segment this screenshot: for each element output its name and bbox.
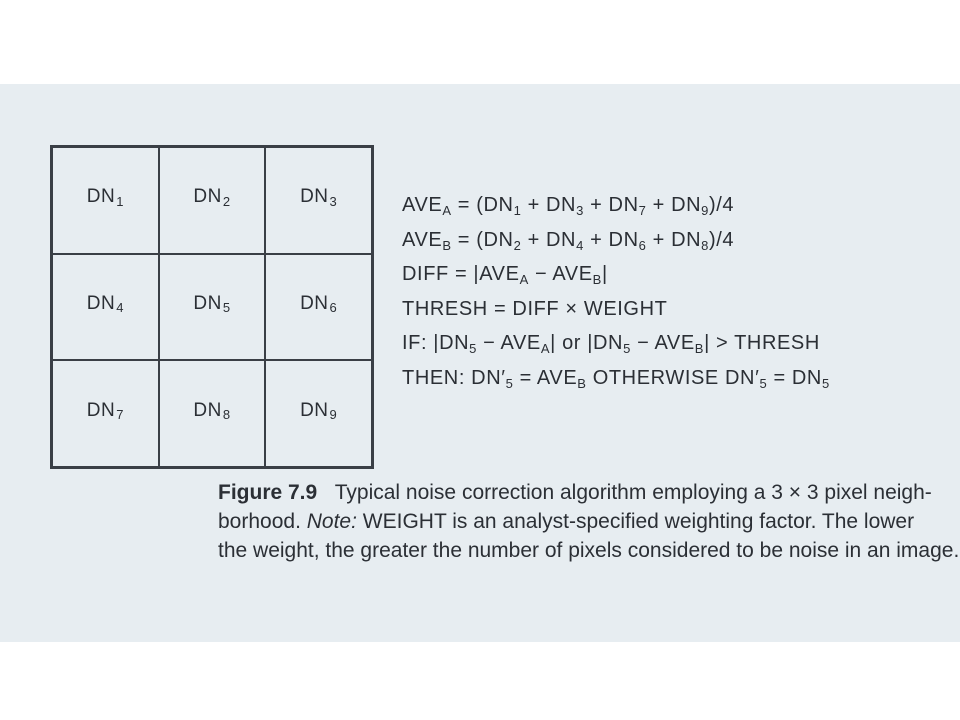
equation-subscript: B xyxy=(592,272,602,287)
grid-cell xyxy=(159,360,266,467)
cell-base: DN xyxy=(300,186,329,208)
equation-line xyxy=(402,188,922,223)
equation-subscript: 5 xyxy=(821,375,830,391)
equation-line xyxy=(402,361,922,396)
equation-text: )/4 xyxy=(709,228,735,251)
equation-subscript: 5 xyxy=(469,341,478,356)
equation-text: + DN xyxy=(583,194,639,216)
equation-text: + DN xyxy=(521,194,577,216)
cell-subscript: 4 xyxy=(116,300,124,316)
cell-subscript: 5 xyxy=(222,300,231,316)
cell-base: DN xyxy=(193,292,222,314)
cell-base: DN xyxy=(300,292,329,314)
cell-subscript: 9 xyxy=(329,407,338,423)
cell-base: DN xyxy=(86,399,116,421)
equation-text: OTHERWISE DN′ xyxy=(586,366,760,389)
equation-text: = DN xyxy=(767,366,822,389)
figure-label: Figure 7.9 xyxy=(218,481,318,504)
equation-subscript: 9 xyxy=(701,203,710,218)
equation-subscript: A xyxy=(442,203,452,218)
equation-text: − AVE xyxy=(477,332,541,354)
caption-text: borhood. xyxy=(218,510,301,533)
cell-base: DN xyxy=(193,399,222,421)
cell-base: DN xyxy=(86,186,116,208)
grid-cell xyxy=(265,254,372,361)
equation-text: | xyxy=(601,263,608,285)
equation-subscript: 7 xyxy=(638,203,647,218)
grid-cell xyxy=(52,360,159,467)
caption-line-2 xyxy=(218,507,915,536)
equation-text: = (DN xyxy=(451,228,514,251)
cell-subscript: 2 xyxy=(222,193,231,209)
cell-subscript: 6 xyxy=(329,300,338,316)
equation-text: DIFF = |AVE xyxy=(402,263,520,285)
equation-line xyxy=(402,223,922,258)
cell-base: DN xyxy=(300,399,329,421)
equation-text: THRESH = DIFF × WEIGHT xyxy=(402,297,668,320)
equation-text: + DN xyxy=(646,194,702,216)
caption-text: the weight, the greater the number of pixels considered to be noise in an image. xyxy=(218,539,960,562)
equation-subscript: B xyxy=(577,375,587,391)
equation-subscript: B xyxy=(442,237,452,253)
equation-text: = AVE xyxy=(513,366,578,389)
cell-base: DN xyxy=(86,292,116,314)
cell-subscript: 3 xyxy=(329,193,338,209)
equation-subscript: 4 xyxy=(576,237,584,253)
cell-subscript: 8 xyxy=(222,407,231,423)
equation-text: )/4 xyxy=(709,194,735,216)
figure-caption xyxy=(218,478,960,565)
equation-subscript: 3 xyxy=(576,203,584,218)
equation-subscript: A xyxy=(540,341,551,356)
pixel-neighborhood-grid xyxy=(50,145,374,469)
algorithm-equations xyxy=(402,188,922,395)
grid-cell xyxy=(265,147,372,254)
equation-line xyxy=(402,326,922,361)
cell-subscript: 7 xyxy=(116,407,124,423)
equation-text: + DN xyxy=(521,228,577,251)
equation-text: + DN xyxy=(583,228,639,251)
equation-text: − AVE xyxy=(630,332,695,354)
caption-line-3 xyxy=(218,536,960,565)
equation-subscript: 5 xyxy=(623,341,631,356)
equation-subscript: B xyxy=(694,341,705,356)
equation-text: | > THRESH xyxy=(704,332,820,354)
equation-subscript: 1 xyxy=(513,203,522,218)
equation-text: + DN xyxy=(646,228,702,251)
equation-subscript: A xyxy=(519,272,529,287)
equation-subscript: 2 xyxy=(513,237,522,253)
note-label: Note: xyxy=(306,510,357,533)
equation-subscript: 5 xyxy=(505,375,514,391)
grid-cell xyxy=(52,254,159,361)
caption-text: WEIGHT is an analyst-specified weighting factor. The lower xyxy=(362,510,915,533)
equation-line xyxy=(402,292,922,327)
grid-cell xyxy=(159,254,266,361)
equation-text: AVE xyxy=(402,194,443,216)
caption-text: Typical noise correction algorithm employing a 3 × 3 pixel neigh- xyxy=(334,481,932,504)
grid-cell xyxy=(159,147,266,254)
equation-text: AVE xyxy=(402,228,443,251)
equation-subscript: 6 xyxy=(638,237,647,253)
equation-text: = (DN xyxy=(451,194,514,216)
grid-cell xyxy=(265,360,372,467)
grid-cell xyxy=(52,147,159,254)
equation-text: THEN: DN′ xyxy=(402,366,506,389)
equation-line xyxy=(402,257,922,292)
equation-text: − AVE xyxy=(528,263,593,285)
caption-line-1 xyxy=(218,478,932,507)
cell-base: DN xyxy=(193,186,222,208)
equation-text: | or |DN xyxy=(550,332,624,354)
cell-subscript: 1 xyxy=(116,193,124,209)
equation-subscript: 8 xyxy=(701,237,710,253)
equation-text: IF: |DN xyxy=(402,332,470,354)
equation-subscript: 5 xyxy=(759,375,768,391)
